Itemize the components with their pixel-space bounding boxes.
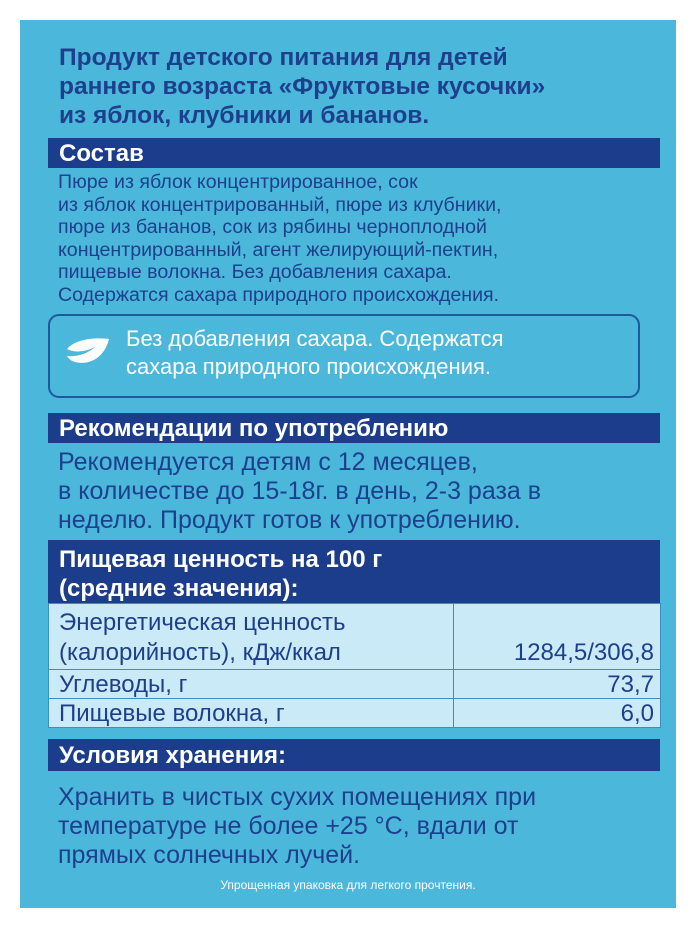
no-sugar-callout	[48, 314, 640, 398]
nutrient-label-line: Энергетическая ценность	[59, 609, 346, 636]
title-line: из яблок, клубники и бананов.	[59, 102, 430, 129]
recommendation-line: в количестве до 15-18г. в день, 2-3 раза в	[58, 477, 542, 505]
nutrition-heading-line: Пищевая ценность на 100 г	[59, 546, 383, 573]
composition-line: из яблок концентрированный, пюре из клубники,	[58, 193, 502, 216]
nutrient-value: 73,7	[454, 670, 661, 699]
title-line: Продукт детского питания для детей	[59, 44, 508, 71]
table-row	[49, 604, 661, 670]
storage-text	[58, 783, 668, 870]
recommendation-line: неделю. Продукт готов к употреблению.	[58, 506, 521, 534]
table-row	[49, 670, 661, 699]
recommendations-heading: Рекомендации по употреблению	[48, 413, 660, 443]
nutrient-label: Пищевые волокна, г	[49, 699, 454, 728]
nutrition-heading	[48, 540, 660, 603]
callout-text	[126, 325, 626, 381]
nutrient-label: Углеводы, г	[49, 670, 454, 699]
storage-line: температуре не более +25 °С, вдали от	[58, 812, 519, 840]
callout-line: Без добавления сахара. Содержатся	[126, 326, 504, 351]
storage-line: прямых солнечных лучей.	[58, 841, 361, 869]
storage-line: Хранить в чистых сухих помещениях при	[58, 783, 537, 811]
nutrition-heading-line: (средние значения):	[59, 575, 299, 602]
composition-line: пюре из бананов, сок из рябины черноплодной	[58, 216, 487, 238]
nutrient-label-line: (калорийность), кДж/ккал	[59, 639, 341, 666]
product-title	[59, 43, 659, 130]
nutrient-label	[49, 604, 454, 670]
label-panel	[20, 20, 676, 908]
composition-line: пищевые волокна. Без добавления сахара.	[58, 261, 452, 283]
storage-heading: Условия хранения:	[48, 739, 660, 771]
recommendation-line: Рекомендуется детям с 12 месяцев,	[58, 448, 478, 476]
title-line: раннего возраста «Фруктовые кусочки»	[59, 73, 546, 100]
composition-line: Содержатся сахара природного происхождения.	[58, 283, 500, 306]
nutrient-value: 6,0	[454, 699, 661, 728]
nutrient-value: 1284,5/306,8	[454, 604, 661, 670]
leaf-icon	[65, 336, 111, 373]
nutrition-table	[48, 603, 661, 728]
composition-line: концентрированный, агент желирующий-пектин,	[58, 238, 499, 261]
footnote: Упрощенная упаковка для легкого прочтения.	[220, 878, 476, 892]
composition-line: Пюре из яблок концентрированное, сок	[58, 171, 418, 193]
composition-text	[58, 171, 668, 306]
callout-line: сахара природного происхождения.	[126, 354, 492, 379]
recommendations-text	[58, 448, 668, 535]
table-row	[49, 699, 661, 728]
composition-heading: Состав	[48, 138, 660, 168]
